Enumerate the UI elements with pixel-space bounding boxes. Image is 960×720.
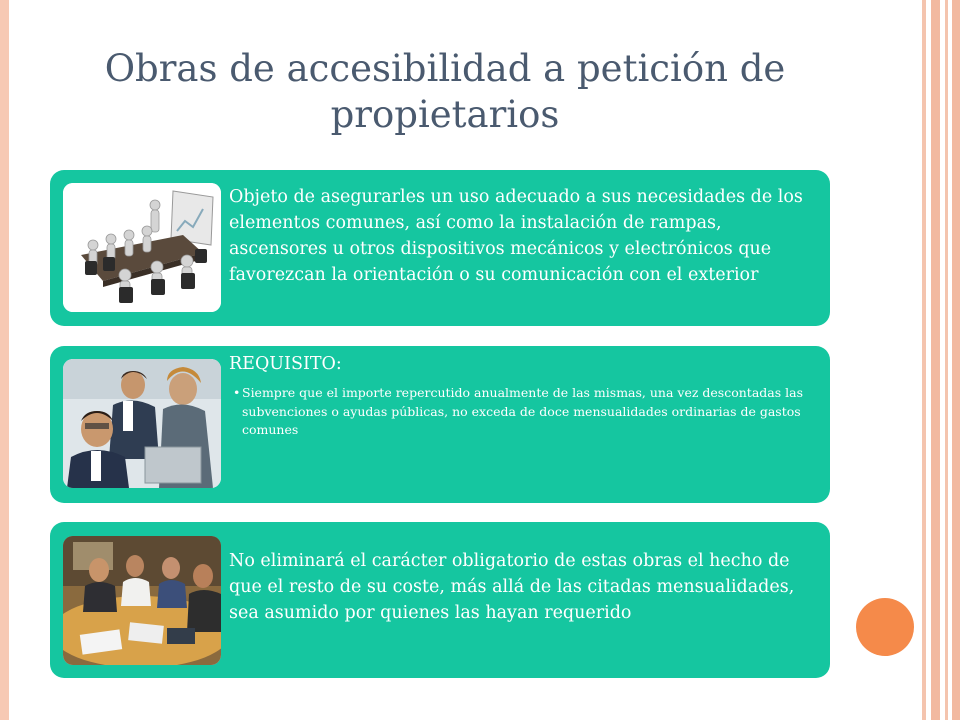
stripe xyxy=(945,0,948,720)
stripe xyxy=(931,0,940,720)
decorative-stripes xyxy=(918,0,960,720)
content-card-requirement xyxy=(50,346,830,503)
office-team-image xyxy=(63,359,221,488)
meeting-figures-image xyxy=(63,183,221,312)
card-text: No eliminará el carácter obligatorio de estas obras el hecho de que el resto de su coste, más allá de las citadas mensualidades, sea asumido por quienes las hayan requerido xyxy=(229,551,795,623)
requirement-bullet xyxy=(233,384,820,440)
requirement-text: Siempre que el importe repercutido anualmente de las mismas, una vez descontadas las subvenciones o ayudas públicas, no exceda de doce mensualidades ordinarias de gastos comunes xyxy=(242,385,803,437)
content-card-obligation xyxy=(50,522,830,678)
card-text: Objeto de asegurarles un uso adecuado a sus necesidades de los elementos comunes, así como la instalación de rampas, ascensores u otros dispositivos mecánicos y electrónicos que favorezcan la orientación o su comunicación con el exterior xyxy=(229,187,803,285)
requirement-heading: REQUISITO: xyxy=(229,354,342,374)
slide-title: Obras de accesibilidad a petición de propietarios xyxy=(104,47,786,136)
stripe xyxy=(922,0,926,720)
content-card-purpose xyxy=(50,170,830,326)
decorative-circle xyxy=(856,598,914,656)
bullet-marker: • xyxy=(233,385,241,400)
business-meeting-image xyxy=(63,536,221,665)
stripe xyxy=(952,0,960,720)
